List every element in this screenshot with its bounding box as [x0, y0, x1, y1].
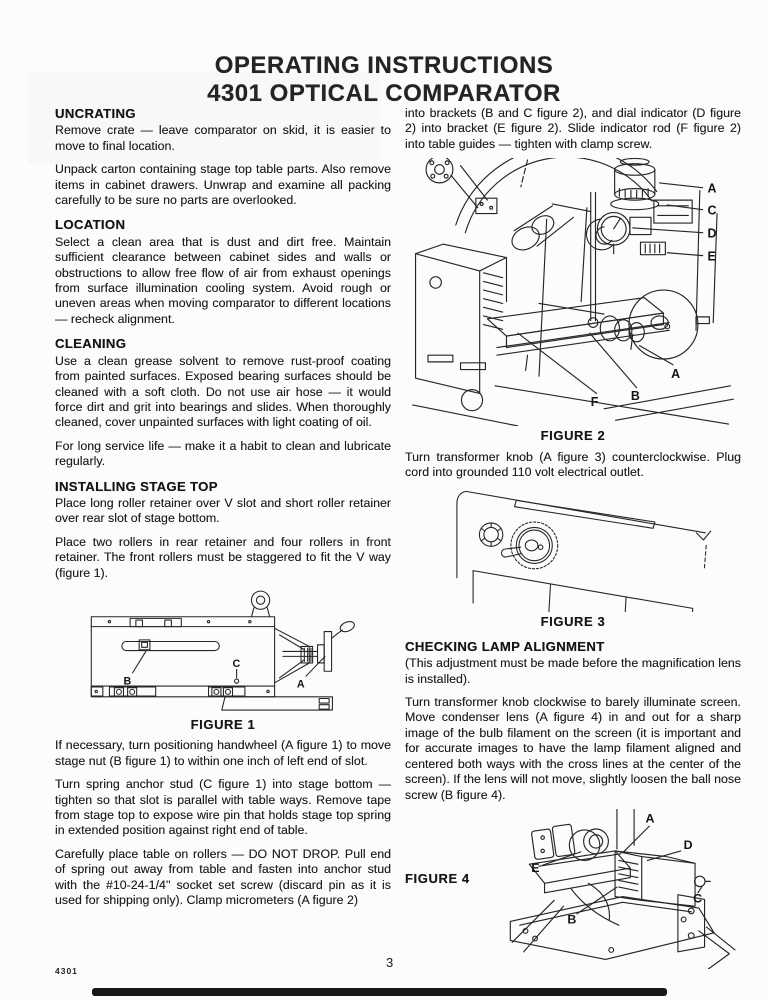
figure-4: [405, 809, 741, 969]
paragraph-installing-5: Carefully place table on rollers — DO NOT DROP. Pull end of spring out away from table and fasten into anchor stud with the #10-24-1/4'' socket set screw (discard pin as it is used for shipping only). Clamp micrometers (A figure 2): [55, 846, 391, 908]
paragraph-lamp-1: (This adjustment must be made before the magnification lens is installed).: [405, 656, 741, 686]
figure-2-label-f: F: [590, 395, 599, 410]
figure-2-caption: FIGURE 2: [540, 428, 606, 444]
figure-2-label-b: B: [630, 389, 640, 404]
page-title: [0, 52, 768, 108]
figure-4-caption: FIGURE 4: [405, 870, 470, 886]
left-column: [55, 106, 391, 916]
paragraph-cleaning-1: Use a clean grease solvent to remove rust-proof coating from painted surfaces. Exposed bearing surfaces should be cleaned with a soft cloth. Do not use air hose — it would force dirt and grit into bearings and slides. When thoroughly cleaned, cover unpainted surfaces with light coating of oil.: [55, 353, 391, 430]
paragraph-installing-2: Place two rollers in rear retainer and four rollers in front retainer. The front rollers must be staggered to fit the V way (figure 1).: [55, 534, 391, 580]
page-title-line1: OPERATING INSTRUCTIONS: [214, 52, 554, 79]
figure-3-caption: FIGURE 3: [540, 614, 606, 630]
figure-4-label-a: A: [645, 811, 655, 826]
paragraph-location-1: Select a clean area that is dust and dirt free. Maintain sufficient clearance between cabinet sides and walls or obstructions to allow free flow of air from exhaust openings from surface illumination cooling system. Avoid rough or uneven areas when moving comparator to different locations — recheck alignment.: [55, 234, 391, 326]
figure-1: [55, 587, 391, 732]
heading-location: LOCATION: [55, 217, 126, 233]
figure-3: [405, 486, 741, 629]
figure-2-label-d: D: [707, 226, 717, 241]
paragraph-installing-3: If necessary, turn positioning handwheel (A figure 1) to move stage nut (B figure 1) to within one inch of left end of slot.: [55, 738, 391, 768]
paragraph-uncrating-1: Remove crate — leave comparator on skid, it is easier to move to final location.: [55, 123, 391, 153]
right-column: [405, 106, 741, 969]
paragraph-installing-1: Place long roller retainer over V slot and short roller retainer over rear slot of stage bottom.: [55, 495, 391, 526]
heading-installing-stage-top: INSTALLING STAGE TOP: [55, 478, 218, 494]
heading-cleaning: CLEANING: [55, 336, 127, 352]
scan-edge-artifact: [92, 988, 667, 996]
figure-4-label-e: E: [531, 860, 540, 875]
figure-3-drawing: [418, 486, 728, 612]
paragraph-transformer: Turn transformer knob (A figure 3) counterclockwise. Plug cord into grounded 110 volt electrical outlet.: [405, 449, 741, 480]
figure-2: [405, 158, 741, 443]
footer-document-code: 4301: [55, 966, 78, 976]
paragraph-continuation: into brackets (B and C figure 2), and dial indicator (D figure 2) into bracket (E figure 2). Slide indicator rod (F figure 2) into table guides — tighten with clamp screw.: [405, 106, 741, 151]
figure-1-drawing: [55, 587, 391, 715]
heading-checking-lamp-alignment: CHECKING LAMP ALIGNMENT: [405, 638, 605, 654]
figure-4-drawing: [491, 809, 741, 969]
figure-2-label-e: E: [707, 249, 716, 264]
page-title-line2: 4301 OPTICAL COMPARATOR: [207, 80, 561, 107]
paragraph-cleaning-2: For long service life — make it a habit to clean and lubricate regularly.: [55, 438, 391, 469]
figure-4-label-d: D: [683, 837, 693, 852]
figure-4-label-b: B: [567, 912, 577, 927]
paragraph-installing-4: Turn spring anchor stud (C figure 1) into stage bottom — tighten so that slot is parallel with table ways. Remove tape from stage top to expose wire pin that holds stage top spring in extended position against right end of table.: [55, 777, 391, 838]
figure-2-label-a-top: A: [707, 181, 717, 196]
page-number: 3: [386, 955, 394, 970]
figure-4-label-c: C: [693, 891, 703, 906]
heading-uncrating: UNCRATING: [55, 106, 136, 121]
figure-2-drawing: [405, 158, 741, 426]
paragraph-lamp-2: Turn transformer knob clockwise to barely illuminate screen. Move condenser lens (A figure 4) in and out for a sharp image of the bulb filament on the screen (it is important and for accurate images to have the lamp filament aligned and centered both ways with the cross lines at the center of the screen). If the lens will not move, slightly loosen the ball nose screw (B figure 4).: [405, 695, 741, 802]
figure-1-caption: FIGURE 1: [190, 716, 256, 732]
figure-1-label-b: B: [123, 675, 132, 688]
paragraph-uncrating-2: Unpack carton containing stage top table parts. Also remove items in cabinet drawers. Unwrap and examine all packing carefully to be sure no parts are overlooked.: [55, 162, 391, 208]
figure-1-label-a: A: [296, 678, 305, 691]
figure-2-label-c: C: [707, 203, 717, 218]
figure-1-label-c: C: [232, 658, 241, 671]
figure-2-label-a-bottom: A: [671, 367, 681, 382]
